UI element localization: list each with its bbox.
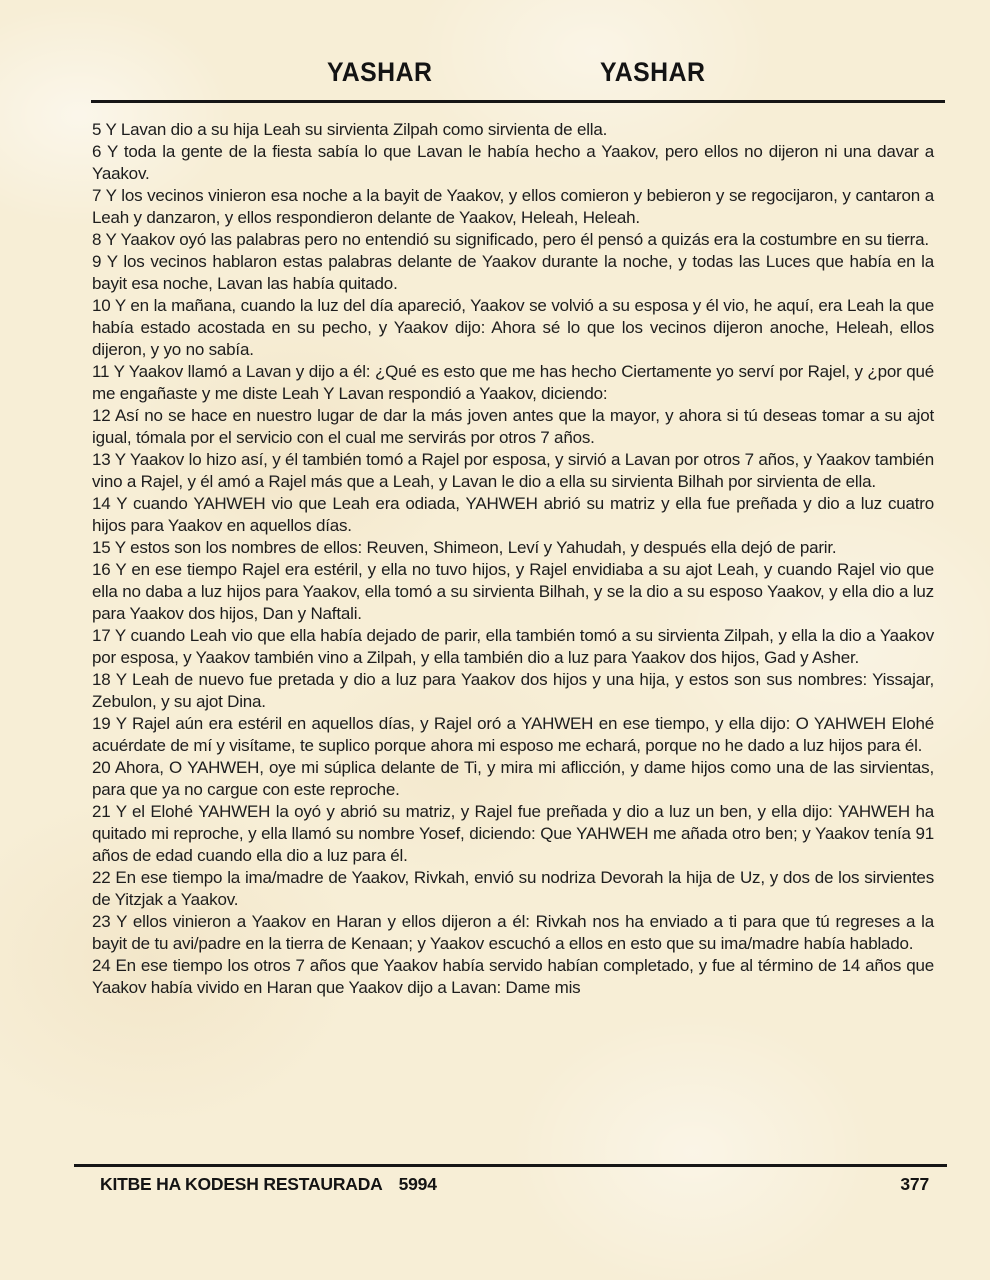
verse-8: 8 Y Yaakov oyó las palabras pero no entendió su significado, pero él pensó a quizás era la costumbre en su tierra.: [92, 230, 929, 249]
footer-row: [74, 1167, 947, 1195]
verse-9: 9 Y los vecinos hablaron estas palabras delante de Yaakov durante la noche, y todas las Luces que había en la bayit esa noche, Lavan las había quitado.: [92, 252, 934, 293]
page-number: 377: [900, 1174, 929, 1194]
verse-5: 5 Y Lavan dio a su hija Leah su sirvienta Zilpah como sirvienta de ella.: [92, 120, 608, 139]
verse-15: 15 Y estos son los nombres de ellos: Reuven, Shimeon, Leví y Yahudah, y después ella dejó de parir.: [92, 538, 837, 557]
verse-7: 7 Y los vecinos vinieron esa noche a la bayit de Yaakov, y ellos comieron y bebieron y se regocijaron, y cantaron a Leah y danzaron, y ellos respondieron delante de Yaakov, Heleah, Heleah.: [92, 186, 934, 227]
verse-17: 17 Y cuando Leah vio que ella había dejado de parir, ella también tomó a su sirvienta Zilpah, y ella la dio a Yaakov por esposa, y Yaakov también vino a Zilpah, y ella también dio a luz para Yaakov dos hijos, Gad y Asher.: [92, 626, 934, 667]
verse-6: 6 Y toda la gente de la fiesta sabía lo que Lavan le había hecho a Yaakov, pero ellos no dijeron ni una davar a Yaakov.: [92, 142, 934, 183]
verse-13: 13 Y Yaakov lo hizo así, y él también tomó a Rajel por esposa, y sirvió a Lavan por otros 7 años, y Yaakov también vino a Rajel, y él amó a Rajel más que a Leah, y Lavan le dio a ella su sirvienta Bilhah por sirvienta de ella.: [92, 450, 934, 491]
verse-21: 21 Y el Elohé YAHWEH la oyó y abrió su matriz, y Rajel fue preñada y dio a luz un ben, y ella dijo: YAHWEH ha quitado mi reproche, y ella llamó su nombre Yosef, diciendo: Que YAHWEH me añada otro ben; y Yaakov tenía 91 años de edad cuando ella dio a luz para él.: [92, 802, 934, 865]
verse-20: 20 Ahora, O YAHWEH, oye mi súplica delante de Ti, y mira mi aflicción, y dame hijos como una de las sirvientas, para que ya no cargue con este reproche.: [92, 758, 934, 799]
page-header: [0, 0, 990, 88]
verse-14: 14 Y cuando YAHWEH vio que Leah era odiada, YAHWEH abrió su matriz y ella fue preñada y dio a luz cuatro hijos para Yaakov en aquellos días.: [92, 494, 934, 535]
footer-book-title: [100, 1174, 437, 1195]
footer-book-title-text: KITBE HA KODESH RESTAURADA: [100, 1174, 382, 1194]
verse-12: 12 Así no se hace en nuestro lugar de dar la más joven antes que la mayor, y ahora si tú deseas tomar a su ajot igual, tómala por el servicio con el cual me servirás por otros 7 años.: [92, 406, 934, 447]
page-footer: [74, 1164, 947, 1195]
header-title-right: YASHAR: [599, 57, 705, 87]
verse-11: 11 Y Yaakov llamó a Lavan y dijo a él: ¿Qué es esto que me has hecho Ciertamente yo serví por Rajel, y ¿por qué me engañaste y me diste Leah Y Lavan respondió a Yaakov, diciendo:: [92, 362, 934, 403]
verse-10: 10 Y en la mañana, cuando la luz del día apareció, Yaakov se volvió a su esposa y él vio, he aquí, era Leah la que había estado acostada en su pecho, y Yaakov dijo: Ahora sé lo que los vecinos dijeron anoche, Heleah, ellos dijeron, y yo no sabía.: [92, 296, 934, 359]
footer-year: 5994: [398, 1174, 437, 1194]
verse-19: 19 Y Rajel aún era estéril en aquellos días, y Rajel oró a YAHWEH en ese tiempo, y ella dijo: O YAHWEH Elohé acuérdate de mí y visítame, te suplico porque ahora mi esposo me echará, porque no he dado a luz hijos para él.: [92, 714, 934, 755]
verse-24: 24 En ese tiempo los otros 7 años que Yaakov había servido habían completado, y fue al término de 14 años que Yaakov había vivido en Haran que Yaakov dijo a Lavan: Dame mis: [92, 956, 934, 997]
verse-16: 16 Y en ese tiempo Rajel era estéril, y ella no tuvo hijos, y Rajel envidiaba a su ajot Leah, y cuando Rajel vio que ella no daba a luz hijos para Yaakov, ella tomó a su sirvienta Bilhah, y se la dio a su esposo Yaakov, y ella dio a luz para Yaakov dos hijos, Dan y Naftali.: [92, 560, 934, 623]
verse-18: 18 Y Leah de nuevo fue pretada y dio a luz para Yaakov dos hijos y una hija, y estos son sus nombres: Yissajar, Zebulon, y su ajot Dina.: [92, 670, 934, 711]
header-rule: [91, 100, 945, 103]
verse-23: 23 Y ellos vinieron a Yaakov en Haran y ellos dijeron a él: Rivkah nos ha enviado a ti para que tú regreses a la bayit de tu avi/padre en la tierra de Kenaan; y Yaakov escuchó a ellos en esto que su ima/madre había hablado.: [92, 912, 934, 953]
verse-22: 22 En ese tiempo la ima/madre de Yaakov, Rivkah, envió su nodriza Devorah la hija de Uz, y dos de los sirvientes de Yitzjak a Yaakov.: [92, 868, 934, 909]
verse-text-block: [92, 119, 934, 999]
header-title-left: YASHAR: [327, 57, 433, 87]
